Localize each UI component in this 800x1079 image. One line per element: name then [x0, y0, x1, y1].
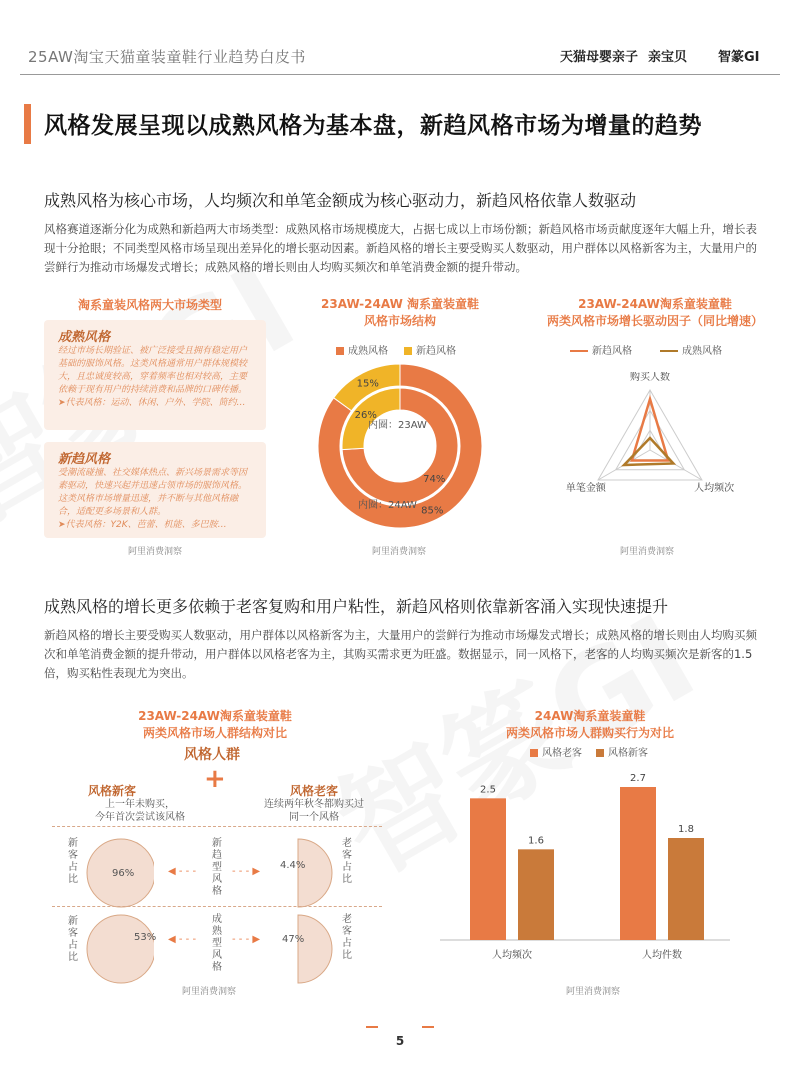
card3-legend-trend — [570, 342, 632, 357]
mature-style-heading: 成熟风格 — [58, 330, 111, 345]
legend-label: 新趋风格 — [592, 346, 632, 357]
mature-style-example: ➤代表风格：运动、休闲、户外、学院、简约… — [58, 398, 246, 408]
page-title: 风格发展呈现以成熟风格为基本盘，新趋风格市场为增量的趋势 — [44, 113, 702, 139]
trend-style-example: ➤代表风格：Y2K、芭蕾、机能、多巴胺… — [58, 520, 227, 530]
donut-label-23AW-新趋风格: 26% — [354, 409, 377, 421]
row1-right-value: 4.4% — [280, 860, 306, 871]
new-customer-desc: 上一年未购买， 今年首次尝试该风格 — [95, 799, 185, 823]
mature-style-desc: 经过市场长期验证、被广泛接受且拥有稳定用户基础的服饰风格。这类风格通常用户群体规模较大，且忠诚度较高，穿着频率也相对较高，主要依赖于现有用户的持续消费和品牌的口碑传播。 — [58, 346, 248, 395]
card5-source: 阿里消费洞察 — [566, 987, 621, 997]
card3-source: 阿里消费洞察 — [620, 547, 675, 557]
row1-old-customer-pie — [276, 836, 336, 910]
legend-label: 成熟风格 — [682, 346, 722, 357]
section2-paragraph: 新趋风格的增长主要受购买人数驱动，用户群体以风格新客为主，大量用户的尝鲜行为推动市场爆发式增长；成熟风格的增长则由人均购买频次和单笔消费金额的提升带动，用户群体以风格老客为主，其购买需求更为旺盛。数据显示，同一风格下，老客的人均购买频次是新客的1.5倍，购买粘性表现尤为突出。 — [44, 628, 757, 680]
row2-old-customer-pie — [276, 912, 336, 986]
bar-风格老客-人均频次 — [470, 798, 506, 940]
legend-label: 风格老客 — [542, 748, 582, 759]
old-customer-heading: 风格老客 — [290, 784, 339, 798]
row2-left-label: 新客占比 — [68, 916, 78, 963]
bar-value-风格新客-人均频次: 1.6 — [528, 835, 544, 847]
bar-风格老客-人均件数 — [620, 787, 656, 940]
legend-line — [660, 350, 678, 352]
card2-legend-trend — [404, 342, 456, 357]
divider — [52, 906, 382, 907]
legend-swatch — [404, 347, 412, 355]
row1-left-label: 新客占比 — [68, 838, 78, 885]
page-dash-right — [422, 1026, 434, 1028]
trend-style-desc: 受潮流碰撞、社交媒体热点、新兴场景需求等因素驱动，快速兴起并迅速占领市场的服饰风格。这类风格市场增量迅速，并不断与其他风格融合，适配更多场景和人群。 — [58, 468, 248, 517]
crowd-group-title: 风格人群 — [184, 747, 240, 763]
header-title: 25AW淘宝天猫童装童鞋行业趋势白皮书 — [28, 48, 306, 66]
trend-style-heading: 新趋风格 — [58, 452, 111, 467]
pie-slice — [298, 915, 332, 983]
legend-swatch — [530, 749, 538, 757]
bar-category-人均件数: 人均件数 — [642, 950, 682, 961]
plus-icon: + — [204, 764, 226, 794]
old-customer-desc: 连续两年秋冬都购买过 同一个风格 — [264, 799, 364, 823]
legend-label: 新趋风格 — [416, 346, 456, 357]
page-number: 5 — [395, 1034, 405, 1048]
divider — [52, 826, 382, 827]
card5-title: 24AW淘系童装童鞋 两类风格市场人群购买行为对比 — [505, 709, 674, 740]
trend-style-box — [44, 442, 266, 538]
row2-right-label: 老客占比 — [342, 914, 352, 961]
row2-left-value: 53% — [134, 932, 157, 943]
row2-style-label: 成熟型风格 — [212, 914, 222, 973]
header-divider — [20, 74, 780, 75]
legend-swatch — [596, 749, 604, 757]
row2-right-value: 47% — [282, 934, 305, 945]
left-arrow-icon: ◀ - - - — [168, 866, 197, 877]
card3-title: 23AW-24AW淘系童装童鞋 两类风格市场增长驱动因子（同比增速） — [546, 297, 763, 328]
radar-axis-label-购买人数: 购买人数 — [630, 372, 670, 383]
title-accent-bar — [24, 104, 31, 144]
logo-tmall: 天猫母婴亲子 — [560, 50, 639, 65]
bar-value-风格老客-人均件数: 2.7 — [630, 773, 646, 784]
left-arrow-icon: ◀ - - - — [168, 934, 197, 945]
bar-value-风格新客-人均件数: 1.8 — [678, 824, 694, 835]
bar-风格新客-人均件数 — [668, 838, 704, 940]
card1-title: 淘系童装风格两大市场类型 — [77, 298, 222, 312]
radar-axis-label-单笔金额: 单笔金额 — [565, 483, 606, 494]
card4-source: 阿里消费洞察 — [182, 987, 237, 997]
card1-source: 阿里消费洞察 — [128, 547, 183, 557]
section1-title: 成熟风格为核心市场，人均频次和单笔金额成为核心驱动力，新趋风格依靠人数驱动 — [44, 191, 637, 210]
legend-swatch — [336, 347, 344, 355]
purchase-behavior-bar-chart — [430, 760, 740, 970]
card2-legend-mature — [336, 342, 388, 357]
donut-outer-label: 内圈：24AW — [358, 500, 417, 511]
section2-title: 成熟风格的增长更多依赖于老客复购和用户粘性，新趋风格则依靠新客涌入实现快速提升 — [44, 597, 669, 616]
pie-slice — [298, 839, 332, 907]
card2-title: 23AW-24AW 淘系童装童鞋 风格市场结构 — [321, 297, 479, 328]
logo-qinbaobei: 亲宝贝 — [648, 50, 688, 65]
right-arrow-icon: - - - ▶ — [232, 866, 261, 877]
bar-风格新客-人均频次 — [518, 849, 554, 940]
logo-zhizhuan: 智篆GI — [718, 50, 760, 65]
page-dash-left — [366, 1026, 378, 1028]
legend-line — [570, 350, 588, 352]
row2-new-customer-pie — [84, 912, 157, 986]
growth-drivers-radar — [550, 372, 760, 522]
card4-title: 23AW-24AW淘系童装童鞋 两类风格市场人群结构对比 — [138, 709, 292, 740]
pie-bg — [87, 915, 157, 983]
right-arrow-icon: - - - ▶ — [232, 934, 261, 945]
card5-legend-new — [596, 744, 648, 759]
donut-label-24AW-新趋风格: 15% — [356, 378, 379, 390]
legend-label: 风格新客 — [608, 748, 648, 759]
radar-axis-label-人均频次: 人均频次 — [694, 483, 735, 494]
new-customer-heading: 风格新客 — [88, 784, 137, 798]
row1-left-value: 96% — [112, 868, 135, 879]
bar-category-人均频次: 人均频次 — [492, 950, 532, 961]
donut-inner-label: 内圈：23AW — [368, 420, 427, 431]
donut-label-24AW-成熟风格: 85% — [421, 505, 444, 517]
mature-style-box — [44, 320, 266, 430]
bar-value-风格老客-人均频次: 2.5 — [480, 784, 496, 796]
donut-label-23AW-成熟风格: 74% — [423, 474, 446, 486]
row1-style-label: 新趋型风格 — [212, 838, 222, 897]
section1-paragraph: 风格赛道逐渐分化为成熟和新趋两大市场类型：成熟风格市场规模庞大，占据七成以上市场份额；新趋风格市场贡献度逐年大幅上升，增长表现十分抢眼；不同类型风格市场呈现出差异化的增长驱动因素。新趋风格的增长主要受购买人数驱动，用户群体以风格新客为主，大量用户的尝鲜行为推动市场爆发式增长；成熟风格的增长则由人均购买频次和单笔消费金额的提升带动。 — [44, 222, 757, 274]
row1-right-label: 老客占比 — [342, 838, 352, 885]
legend-label: 成熟风格 — [348, 346, 388, 357]
card2-source: 阿里消费洞察 — [372, 547, 427, 557]
card3-legend-mature — [660, 342, 722, 357]
card5-legend-old — [530, 744, 582, 759]
